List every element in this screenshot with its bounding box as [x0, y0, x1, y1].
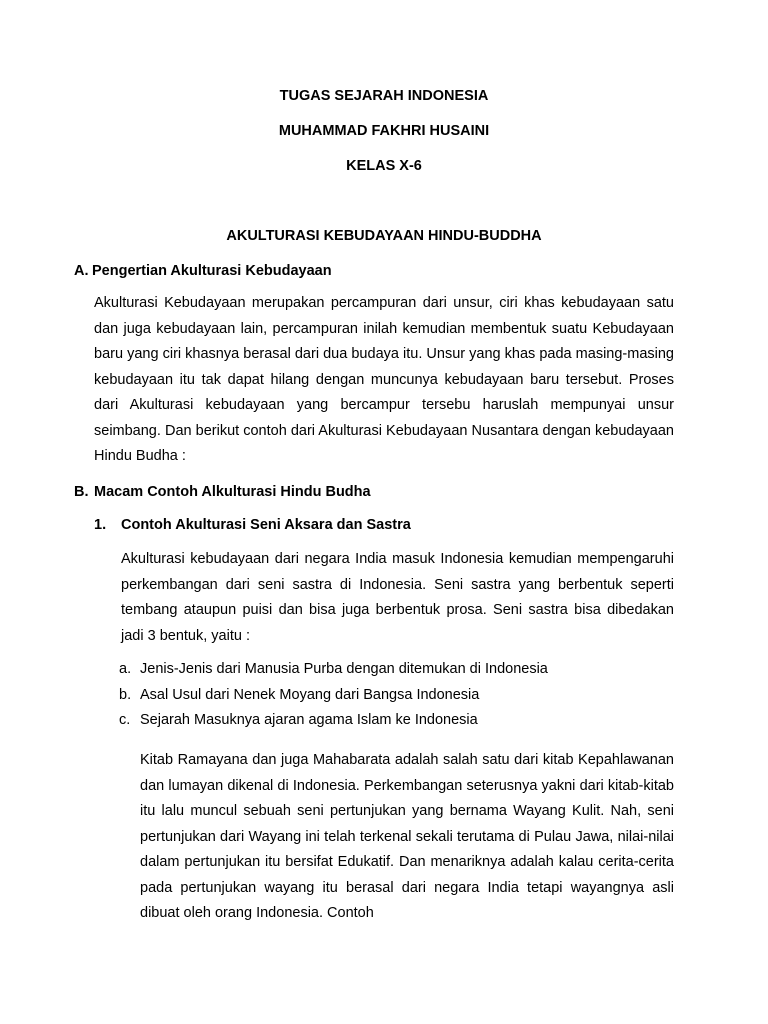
list-item-text: Jenis-Jenis dari Manusia Purba dengan ditemukan di Indonesia: [140, 661, 548, 677]
section-b-marker: B.: [74, 484, 89, 500]
section-a-heading: Pengertian Akulturasi Kebudayaan: [92, 263, 332, 279]
document-title: AKULTURASI KEBUDAYAAN HINDU-BUDDHA: [226, 228, 542, 244]
section-a-paragraph: Akulturasi Kebudayaan merupakan percampuran dari unsur, ciri khas kebudayaan satu dan juga kebudayaan lain, percampuran inilah kemudian membentuk suatu Kebudayaan baru yang ciri khasnya berasal dari dua budaya itu. Unsur yang khas pada masing-masing kebudayaan itu tak dapat hilang dengan muncunya kebudayaan baru tersebut. Proses dari Akulturasi kebudayaan yang bercampur tersebu haruslah mempunyai unsur seimbang. Dan berikut contoh dari Akulturasi Kebudayaan Nusantara dengan kebudayaan Hindu Budha :: [94, 295, 674, 464]
class-label: KELAS X-6: [346, 158, 422, 174]
student-name: MUHAMMAD FAKHRI HUSAINI: [278, 123, 490, 139]
list-item-text: Sejarah Masuknya ajaran agama Islam ke Indonesia: [140, 712, 478, 728]
subsection-1-paragraph: Akulturasi kebudayaan dari negara India masuk Indonesia kemudian mempengaruhi perkembangan dari seni sastra di Indonesia. Seni sastra yang berbentuk seperti tembang ataupun puisi dan bisa juga berbentuk prosa. Seni sastra bisa dibedakan jadi 3 bentuk, yaitu :: [121, 551, 674, 644]
subsection-1-paragraph-2: Kitab Ramayana dan juga Mahabarata adalah salah satu dari kitab Kepahlawanan dan lumayan dikenal di Indonesia. Perkembangan seterusnya yakni dari kitab-kitab itu lalu muncul sebuah seni pertunjukan yang bernama Wayang Kulit. Nah, seni pertunjukan dari Wayang ini telah terkenal sekali terutama di Pulau Jawa, nilai-nilai dalam pertunjukan itu bersifat Edukatif. Dan menariknya adalah kalau cerita-cerita pada pertunjukan wayang itu berasal dari negara India tetapi wayangnya asli dibuat oleh orang Indonesia. Contoh: [140, 752, 674, 921]
assignment-title: TUGAS SEJARAH INDONESIA: [279, 88, 489, 104]
subsection-1-heading: Contoh Akulturasi Seni Aksara dan Sastra: [121, 517, 411, 533]
list-item-marker: b.: [119, 687, 132, 703]
list-item-text: Asal Usul dari Nenek Moyang dari Bangsa Indonesia: [140, 687, 480, 703]
subsection-1-marker: 1.: [94, 517, 107, 533]
section-b-heading: Macam Contoh Alkulturasi Hindu Budha: [94, 484, 371, 500]
section-a-marker: A.: [74, 263, 89, 279]
list-item-marker: c.: [119, 712, 131, 728]
list-item-marker: a.: [119, 661, 132, 677]
